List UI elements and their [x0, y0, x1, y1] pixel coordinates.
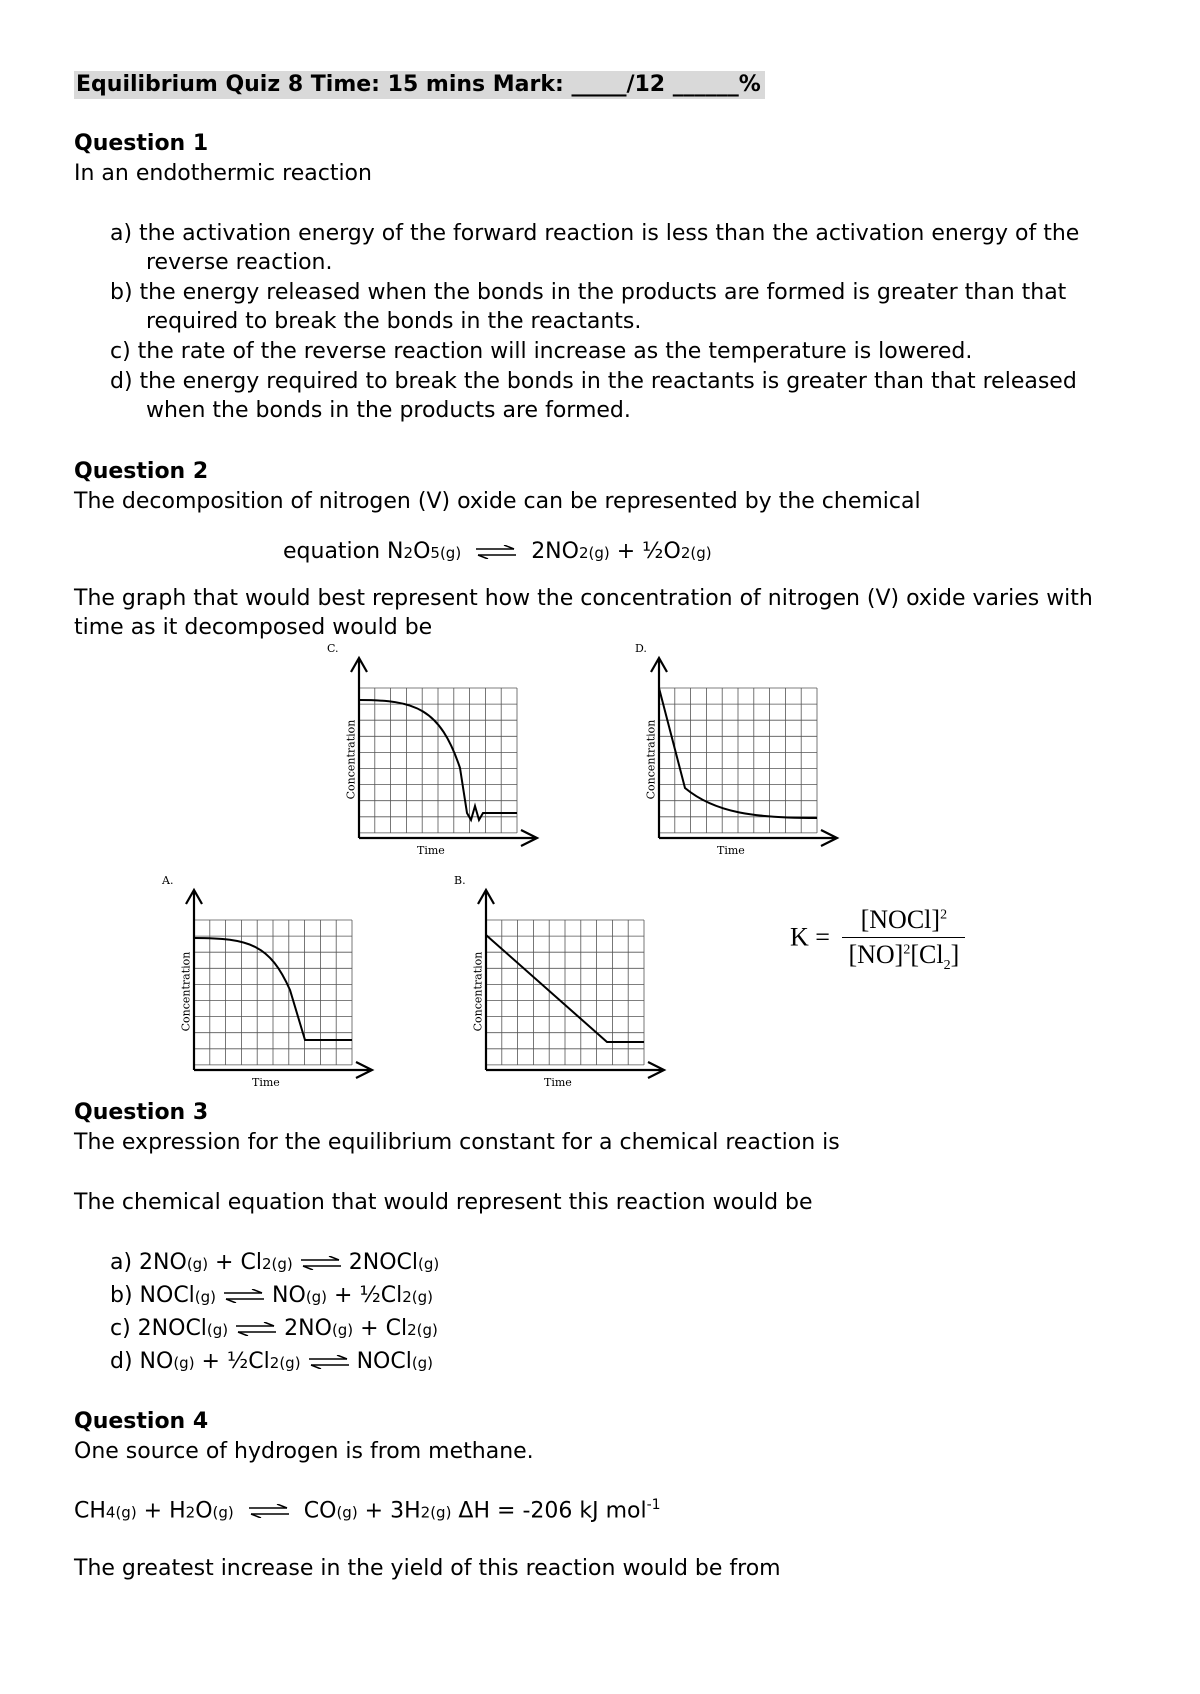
q3-option-a: a) 2NO(g) + Cl2(g) 2NOCl(g) — [110, 1250, 440, 1275]
k-denominator: $[NO]^2[Cl_2]$ — [848, 940, 960, 974]
question-1-stem: In an endothermic reaction — [74, 161, 372, 186]
y-axis-label: Concentration — [644, 719, 658, 800]
q1-option-a-line1: a) the activation energy of the forward reaction is less than the activation energy of the — [110, 221, 1080, 246]
equilibrium-constant-expression — [790, 905, 965, 974]
question-2-heading: Question 2 — [74, 459, 209, 484]
question-2-stem: The decomposition of nitrogen (V) oxide can be represented by the chemical — [74, 489, 921, 514]
graph-letter-A: A. — [162, 874, 174, 887]
question-3-heading: Question 3 — [74, 1100, 209, 1125]
q4-equation: CH4(g) + H2O(g) CO(g) + 3H2(g) ΔH = -206 kJ mol$^{-1}$ — [74, 1497, 661, 1524]
equilibrium-arrow-icon — [222, 1289, 266, 1303]
graph-C — [327, 642, 545, 864]
question-3-stem2: The chemical equation that would represent this reaction would be — [74, 1190, 813, 1215]
q2-equation: equation N2O5(g) 2NO2(g) + ½O2(g) — [283, 539, 712, 564]
graph-A — [162, 874, 380, 1096]
graph-letter-D: D. — [635, 642, 647, 655]
q3-option-d: d) NO(g) + ½Cl2(g) NOCl(g) — [110, 1349, 434, 1374]
question-4-stem: One source of hydrogen is from methane. — [74, 1439, 534, 1464]
q3-option-c: c) 2NOCl(g) 2NO(g) + Cl2(g) — [110, 1316, 438, 1341]
y-axis-label: Concentration — [344, 719, 358, 800]
graph-letter-B: B. — [454, 874, 466, 887]
x-axis-label: Time — [717, 844, 745, 857]
k-numerator: [NOCl]$^2$ — [842, 905, 965, 938]
question-3-stem: The expression for the equilibrium constant for a chemical reaction is — [74, 1130, 840, 1155]
question-4-stem2: The greatest increase in the yield of this reaction would be from — [74, 1556, 781, 1581]
question-4-heading: Question 4 — [74, 1409, 209, 1434]
q3-option-b: b) NOCl(g) NO(g) + ½Cl2(g) — [110, 1283, 434, 1308]
equilibrium-arrow-icon — [299, 1256, 343, 1270]
q1-option-c: c) the rate of the reverse reaction will increase as the temperature is lowered. — [110, 339, 973, 364]
x-axis-label: Time — [417, 844, 445, 857]
equilibrium-arrow-icon — [474, 545, 518, 559]
q2-text-line1: The graph that would best represent how the concentration of nitrogen (V) oxide varies with — [74, 586, 1093, 611]
graph-D — [635, 642, 845, 864]
equilibrium-arrow-icon — [234, 1322, 278, 1336]
equilibrium-arrow-icon — [307, 1355, 351, 1369]
q1-option-a-line2: reverse reaction. — [146, 250, 333, 275]
q2-text-line2: time as it decomposed would be — [74, 615, 433, 640]
x-axis-label: Time — [544, 1076, 572, 1089]
equilibrium-arrow-icon — [247, 1504, 291, 1518]
question-1-heading: Question 1 — [74, 131, 209, 156]
graph-B — [454, 874, 672, 1096]
x-axis-label: Time — [252, 1076, 280, 1089]
q1-option-d-line2: when the bonds in the products are formed. — [146, 398, 631, 423]
y-axis-label: Concentration — [471, 951, 485, 1032]
q1-option-b-line2: required to break the bonds in the reactants. — [146, 309, 642, 334]
y-axis-label: Concentration — [179, 951, 193, 1032]
q1-option-b-line1: b) the energy released when the bonds in the products are formed is greater than that — [110, 280, 1067, 305]
graph-letter-C: C. — [327, 642, 339, 655]
quiz-title: Equilibrium Quiz 8 Time: 15 mins Mark: _____/12 ______% — [74, 71, 765, 99]
q1-option-d-line1: d) the energy required to break the bonds in the reactants is greater than that released — [110, 369, 1077, 394]
k-symbol: K = — [790, 922, 830, 952]
